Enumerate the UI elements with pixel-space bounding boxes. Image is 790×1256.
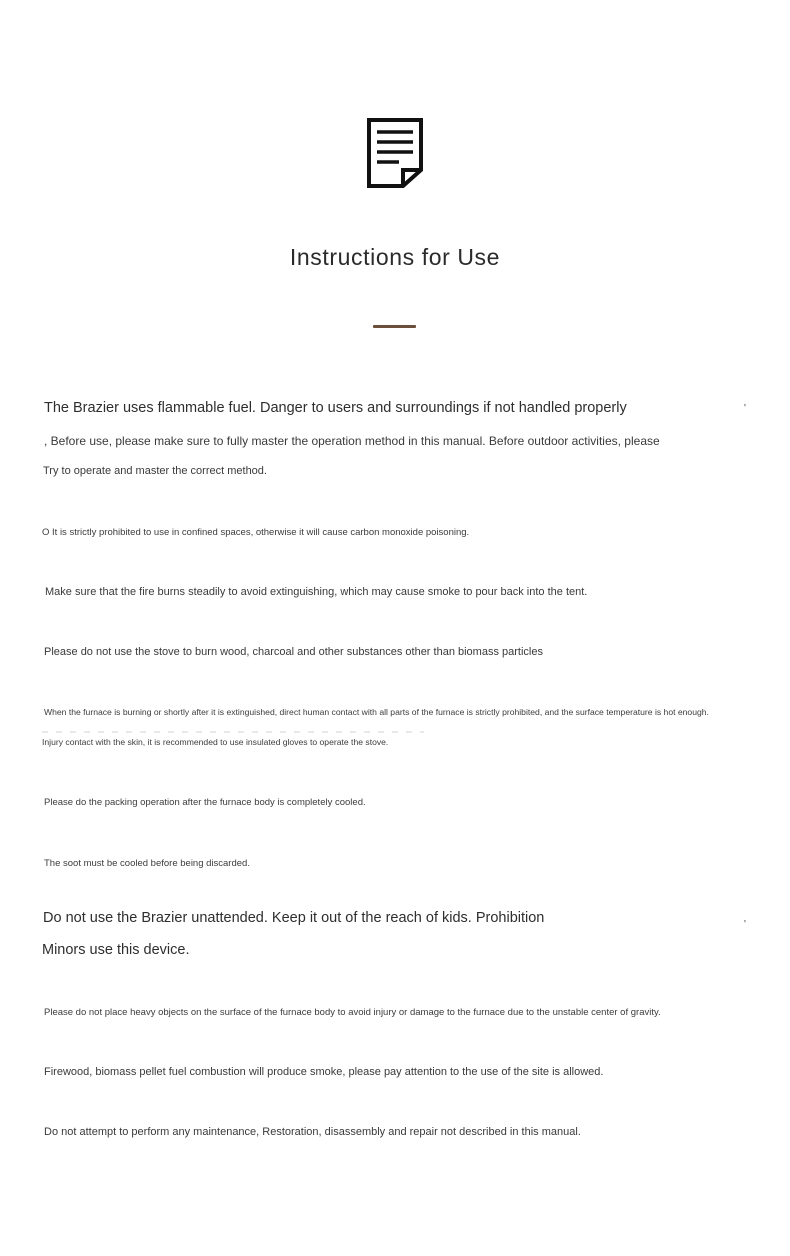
instruction-line: Make sure that the fire burns steadily to avoid extinguishing, which may cause smoke to pour back into the tent. (45, 586, 588, 598)
instruction-line: Try to operate and master the correct method. (43, 465, 267, 477)
document-icon (366, 117, 424, 189)
instruction-line: The soot must be cooled before being discarded. (44, 858, 250, 869)
instruction-line: Please do not use the stove to burn wood, charcoal and other substances other than biomass particles (44, 646, 543, 658)
instruction-line: The Brazier uses flammable fuel. Danger to users and surroundings if not handled properly (44, 400, 627, 416)
title-divider (373, 325, 416, 328)
instruction-line: O It is strictly prohibited to use in confined spaces, otherwise it will cause carbon monoxide poisoning. (42, 527, 470, 538)
instruction-line: , Before use, please make sure to fully master the operation method in this manual. Before outdoor activities, please (44, 434, 660, 448)
instruction-line: Do not use the Brazier unattended. Keep it out of the reach of kids. Prohibition (43, 910, 545, 926)
instruction-line: Minors use this device. (42, 942, 190, 958)
instruction-line: Do not attempt to perform any maintenance, Restoration, disassembly and repair not described in this manual. (44, 1126, 581, 1138)
edge-mark: ' (744, 403, 746, 414)
page-title: Instructions for Use (289, 244, 501, 270)
instruction-line: Please do the packing operation after the furnace body is completely cooled. (44, 797, 366, 808)
instruction-line: Injury contact with the skin, it is recommended to use insulated gloves to operate the stove. (42, 737, 389, 747)
instruction-line: When the furnace is burning or shortly after it is extinguished, direct human contact with all parts of the furnace is strictly prohibited, and the surface temperature is hot enough. (44, 707, 709, 717)
instruction-line: Please do not place heavy objects on the surface of the furnace body to avoid injury or damage to the furnace due to the unstable center of gravity. (44, 1007, 661, 1018)
instruction-line: Firewood, biomass pellet fuel combustion will produce smoke, please pay attention to the use of the site is allowed. (44, 1066, 604, 1078)
edge-mark: ' (744, 919, 746, 930)
faded-text-trace (42, 731, 424, 733)
